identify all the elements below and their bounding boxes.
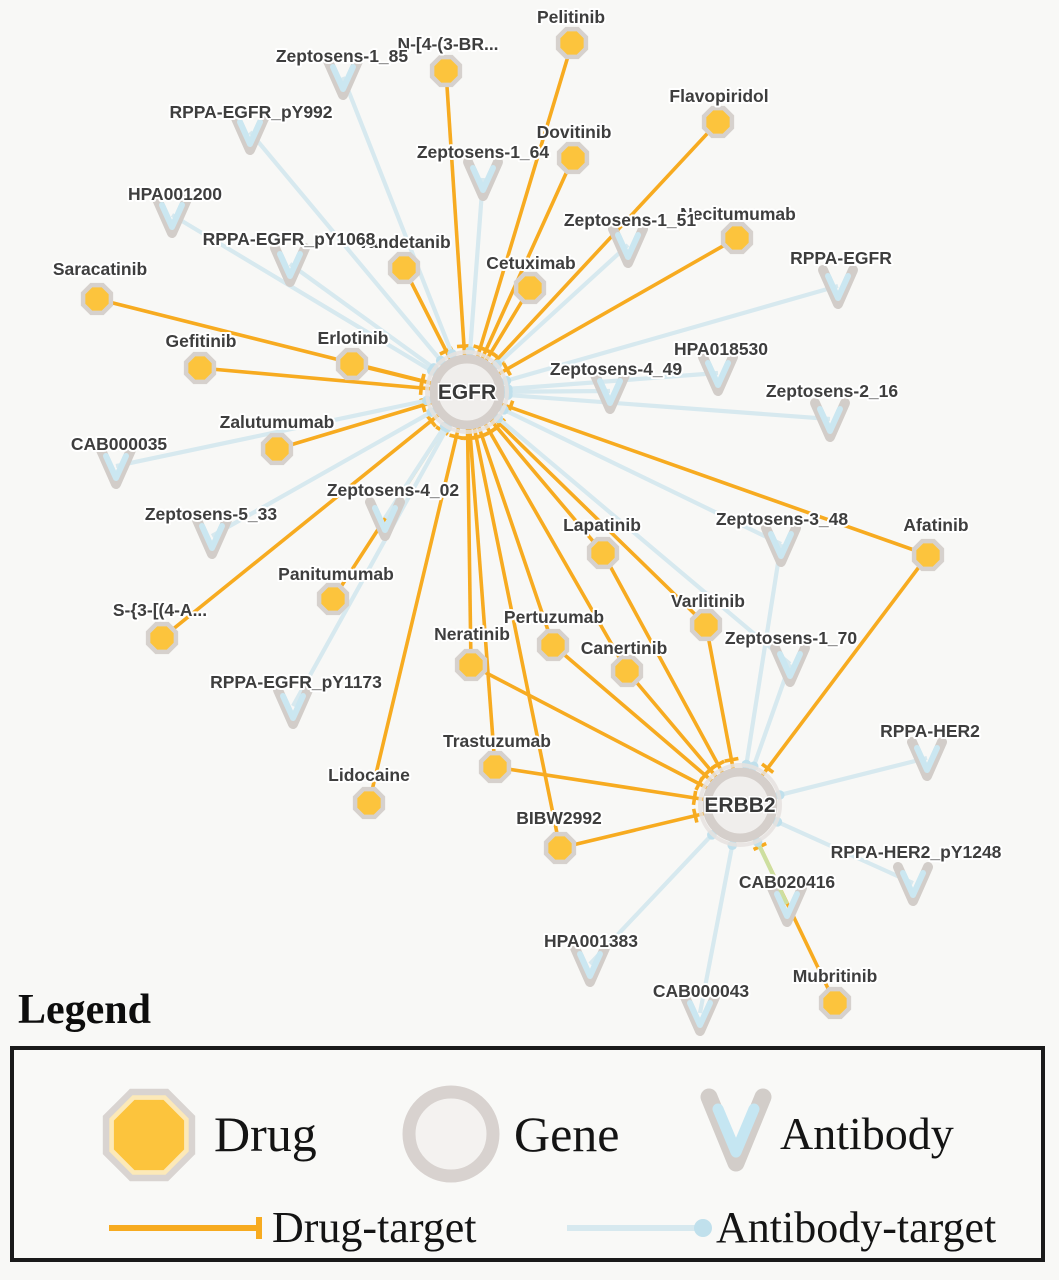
drug-node-afatinib[interactable] [914,541,942,569]
drug-node-flavopiridol[interactable] [704,108,732,136]
drug-node-varlitinib[interactable] [692,611,720,639]
drug-label-gefitinib: Gefitinib [165,331,237,351]
antibody-label-rppa-egfr-py1173: RPPA-EGFR_pY1173 [210,672,382,692]
antibody-label-hpa018530: HPA018530 [673,339,769,359]
antibody-node-zeptosens-2-16[interactable] [815,403,845,437]
drug-label-saracatinib: Saracatinib [52,259,148,279]
drug-label-necitumumab: Necitumumab [680,204,796,224]
drug-legend-icon [103,1089,195,1181]
drug-label-canertinib: Canertinib [580,638,668,658]
drug-label-dovitinib: Dovitinib [536,122,612,142]
drug-node-s-3-4-a[interactable] [148,624,176,652]
antibody-label-hpa001200: HPA001200 [127,184,223,204]
drug-label-panitumumab: Panitumumab [278,564,394,584]
legend-label-drug: Drug [214,1106,317,1162]
drug-node-mubritinib[interactable] [821,989,849,1017]
antibody-label-rppa-her2-py1248: RPPA-HER2_pY1248 [830,842,1002,862]
drug-node-cetuximab[interactable] [516,274,544,302]
drug-node-lapatinib[interactable] [589,539,617,567]
antibody-label-hpa001383: HPA001383 [543,931,639,951]
drug-label-n-4-3-br: N-[4-(3-BR... [397,34,499,54]
drug-node-trastuzumab[interactable] [481,753,509,781]
drug-label-lapatinib: Lapatinib [563,515,641,535]
drug-label-vandetanib: Vandetanib [357,232,451,252]
drug-node-vandetanib[interactable] [390,254,418,282]
antibody-label-rppa-her2: RPPA-HER2 [880,721,980,741]
gene-legend-icon [409,1092,493,1176]
antibody-label-zeptosens-1-70: Zeptosens-1_70 [724,628,858,648]
drug-node-zalutumumab[interactable] [263,435,291,463]
drug-label-varlitinib: Varlitinib [671,591,745,611]
drug-node-erlotinib[interactable] [338,350,366,378]
drug-label-trastuzumab: Trastuzumab [443,731,551,751]
legend-label-drug-target: Drug-target [272,1203,477,1252]
antibody-label-zeptosens-5-33: Zeptosens-5_33 [144,504,278,524]
drug-node-pertuzumab[interactable] [539,631,567,659]
drug-label-mubritinib: Mubritinib [792,966,878,986]
antibody-label-zeptosens-1-64: Zeptosens-1_64 [416,142,550,162]
antibody-label-zeptosens-1-85: Zeptosens-1_85 [275,46,409,66]
drug-label-bibw2992: BIBW2992 [516,808,602,828]
antibody-node-cab000035[interactable] [101,450,131,484]
drug-label-cetuximab: Cetuximab [486,253,576,273]
drug-label-zalutumumab: Zalutumumab [219,412,335,432]
drug-label-s-3-4-a: S-{3-[(4-A... [112,600,208,620]
drug-label-lidocaine: Lidocaine [328,765,410,785]
legend-label-antibody: Antibody [780,1108,954,1159]
antibody-label-zeptosens-4-02: Zeptosens-4_02 [326,480,460,500]
antibody-node-rppa-her2-py1248[interactable] [898,867,928,901]
drug-node-saracatinib[interactable] [83,285,111,313]
antibody-label-cab020416: CAB020416 [738,872,836,892]
drug-node-canertinib[interactable] [613,657,641,685]
drug-target-tee [693,791,695,805]
antibody-label-rppa-egfr-py992: RPPA-EGFR_pY992 [169,102,333,122]
antibody-label-zeptosens-3-48: Zeptosens-3_48 [715,509,849,529]
legend-label-gene: Gene [514,1106,620,1162]
antibody-label-zeptosens-4-49: Zeptosens-4_49 [549,359,683,379]
gene-label-erbb2: ERBB2 [704,794,776,817]
drug-label-erlotinib: Erlotinib [317,328,389,348]
drug-target-tee [694,809,697,823]
drug-label-afatinib: Afatinib [903,515,969,535]
drug-label-pelitinib: Pelitinib [536,7,606,27]
legend-title: Legend [18,987,152,1033]
drug-label-flavopiridol: Flavopiridol [669,86,769,106]
antibody-label-zeptosens-1-51: Zeptosens-1_51 [563,210,697,230]
drug-target-tee [421,374,424,388]
legend-box [10,1046,1045,1262]
antibody-node-hpa001383[interactable] [575,948,605,982]
drug-node-lidocaine[interactable] [355,789,383,817]
antibody-label-cab000043: CAB000043 [652,981,750,1001]
drug-node-panitumumab[interactable] [319,585,347,613]
drug-node-necitumumab[interactable] [723,224,751,252]
gene-label-egfr: EGFR [437,381,497,404]
drug-node-dovitinib[interactable] [559,144,587,172]
antibody-label-cab000035: CAB000035 [70,434,168,454]
drug-node-neratinib[interactable] [457,651,485,679]
antibody-label-rppa-egfr: RPPA-EGFR [790,248,892,268]
drug-target-legend-line [109,1217,259,1239]
antibody-label-rppa-egfr-py1068: RPPA-EGFR_pY1068 [202,229,376,249]
antibody-label-zeptosens-2-16: Zeptosens-2_16 [765,381,899,401]
drug-label-neratinib: Neratinib [434,624,510,644]
antibody-target-legend-line [567,1219,712,1237]
drug-node-gefitinib[interactable] [186,354,214,382]
antibody-node-rppa-egfr-py1173[interactable] [278,690,308,724]
drug-target-tee [725,759,739,762]
antibody-node-zeptosens-5-33[interactable] [197,520,227,554]
drug-node-bibw2992[interactable] [546,834,574,862]
drug-node-pelitinib[interactable] [558,29,586,57]
legend-label-antibody-target: Antibody-target [716,1203,997,1252]
antibody-legend-icon [709,1097,763,1163]
drug-label-pertuzumab: Pertuzumab [503,607,605,627]
drug-node-n-4-3-br[interactable] [432,57,460,85]
